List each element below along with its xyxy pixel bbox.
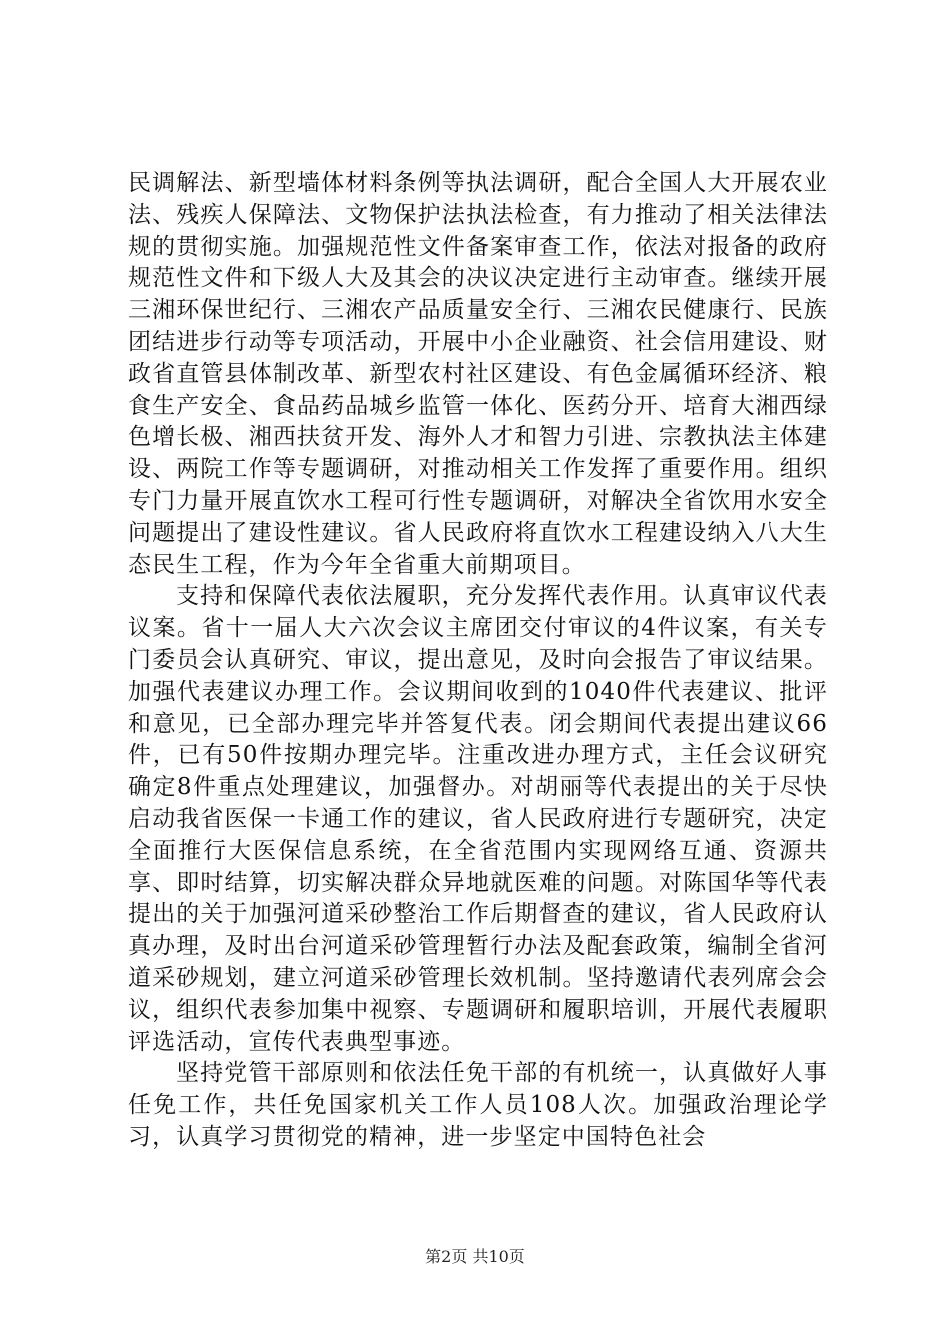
page-number-footer: 第2页 共10页 [425, 1247, 525, 1266]
paragraph-1: 民调解法、新型墙体材料条例等执法调研，配合全国人大开展农业法、残疾人保障法、文物保护法执法检查，有力推动了相关法律法规的贯彻实施。加强规范性文件备案审查工作，依法对报备的政府规范性文件和下级人大及其会的决议决定进行主动审查。继续开展三湘环保世纪行、三湘农产品质量安全行、三湘农民健康行、民族团结进步行动等专项活动，开展中小企业融资、社会信用建设、财政省直管县体制改革、新型农村社区建设、有色金属循环经济、粮食生产安全、食品药品城乡监管一体化、医药分开、培育大湘西绿色增长极、湘西扶贫开发、海外人才和智力引进、宗教执法主体建设、两院工作等专题调研，对推动相关工作发挥了重要作用。组织专门力量开展直饮水工程可行性专题调研，对解决全省饮用水安全问题提出了建设性建议。省人民政府将直饮水工程建设纳入八大生态民生工程，作为今年全省重大前期项目。 [128, 170, 828, 578]
paragraph-2: 支持和保障代表依法履职，充分发挥代表作用。认真审议代表议案。省十一届人大六次会议主席团交付审议的4件议案，有关专门委员会认真研究、审议，提出意见，及时向会报告了审议结果。加强代表建议办理工作。会议期间收到的1040件代表建议、批评和意见，已全部办理完毕并答复代表。闭会期间代表提出建议66件，已有50件按期办理完毕。注重改进办理方式，主任会议研究确定8件重点处理建议，加强督办。对胡丽等代表提出的关于尽快启动我省医保一卡通工作的建议，省人民政府进行专题研究，决定全面推行大医保信息系统，在全省范围内实现网络互通、资源共享、即时结算，切实解决群众异地就医难的问题。对陈国华等代表提出的关于加强河道采砂整治工作后期督查的建议，省人民政府认真办理，及时出台河道采砂管理暂行办法及配套政策，编制全省河道采砂规划，建立河道采砂管理长效机制。坚持邀请代表列席会会议，组织代表参加集中视察、专题调研和履职培训，开展代表履职评选活动，宣传代表典型事迹。 [128, 583, 828, 1055]
paragraph-3: 坚持党管干部原则和依法任免干部的有机统一，认真做好人事任免工作，共任免国家机关工作人员108人次。加强政治理论学习，认真学习贯彻党的精神，进一步坚定中国特色社会 [128, 1060, 828, 1150]
document-body [128, 168, 828, 1154]
